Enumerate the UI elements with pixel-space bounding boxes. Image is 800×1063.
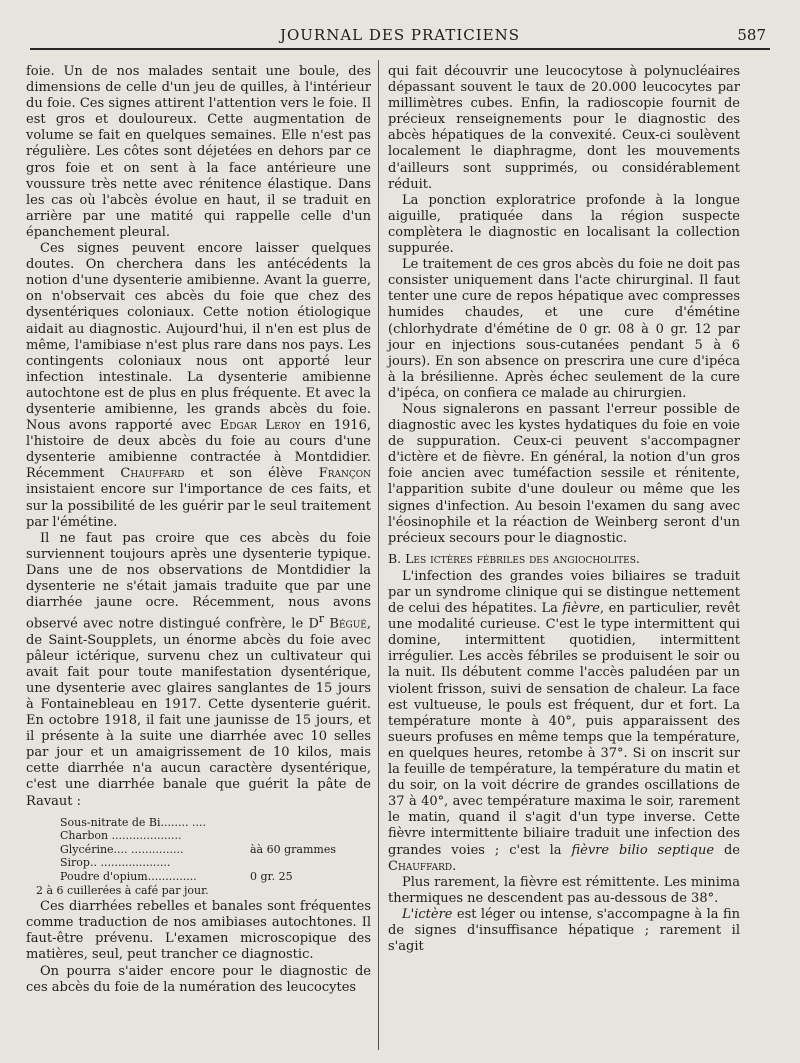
journal-title: JOURNAL DES PRATICIENS bbox=[279, 26, 521, 44]
paragraph: Plus rarement, la fièvre est rémittente. Les minima thermiques ne descendent pas au-dessous de 38°. bbox=[388, 874, 740, 906]
author-name: Edgar Leroy bbox=[219, 418, 301, 434]
left-column bbox=[26, 64, 371, 996]
prescription-row: Glycérine.... ............... àà 60 grammes bbox=[60, 842, 336, 856]
author-name: Bégué bbox=[329, 616, 367, 632]
paragraph: foie. Un de nos malades sentait une boule, des dimensions de celle d'un jeu de quilles, à l'intérieur du foie. Ces signes attirent l'attention vers le foie. Il est gros et douloureux. Cette augmentation de volume se fait en quelques semaines. Elle n'est pas régulière. Les côtes sont déjetées en dehors par ce gros foie et on sent à la face antérieure une voussure très nette avec rénitence élastique. Dans les cas où l'abcès évolue en haut, il se traduit en arrière par une matité qui rappelle celle d'un épanchement pleural. bbox=[26, 64, 371, 240]
paragraph: On pourra s'aider encore pour le diagnostic de ces abcès du foie de la numération des leucocytes bbox=[26, 963, 371, 995]
paragraph: Ces signes peuvent encore laisser quelques doutes. On cherchera dans les antécédents la notion d'une dysenterie amibienne. Avant la guerre, on n'observait ces abcès du foie que chez des dysentériques coloniaux. Cette notion étiologique aidait au diagnostic. Aujourd'hui, il n'en est plus de même, l'amibiase n'est plus rare dans nos pays. Les contingents coloniaux nous ont apporté leur infection intestinale. La dysenterie amibienne autochtone est de plus en plus fréquente. Et avec la dysenterie amibienne, les grands abcès du foie. Nous avons rapporté avec Edgar Leroy en 1916, l'histoire de deux abcès du foie au cours d'une dysenterie amibienne contractée à Montdidier. Récemment Chauffard et son élève Françon insistaient encore sur l'importance de ces faits, et sur la possibilité de les guérir par le seul traitement par l'émétine. bbox=[26, 241, 371, 530]
column-divider bbox=[378, 60, 379, 1050]
header-rule bbox=[30, 48, 770, 50]
paragraph: qui fait découvrir une leucocytose à polynucléaires dépassant souvent le taux de 20.000 leucocytes par millimètres cubes. Enfin, la radioscopie fournit de précieux renseignements pour le diagnostic des abcès hépatiques de la convexité. Ceux-ci soulèvent localement le diaphragme, dont les mouvements d'ailleurs sont supprimés, ou considérablement réduit. bbox=[388, 64, 740, 192]
right-column bbox=[388, 64, 740, 955]
prescription-row: Poudre d'opium.............. 0 gr. 25 bbox=[60, 870, 293, 884]
section-heading: B. Les ictères fébriles des angiocholites. bbox=[388, 550, 640, 566]
prescription-row: Sirop.. .................... bbox=[60, 856, 171, 870]
paragraph: L'infection des grandes voies biliaires se traduit par un syndrome clinique qui se distingue nettement de celui des hépatites. La fièvre, en particulier, revêt une modalité curieuse. C'est le type intermittent qui domine, intermittent quotidien, intermittent irrégulier. Les accès fébriles se produisent le soir ou la nuit. Ils débutent comme l'accès paludéen par un violent frisson, suivi de sensation de chaleur. La face est vultueuse, le pouls est fréquent, dur et fort. La température monte à 40°, puis apparaissent des sueurs profuses en même temps que la température, en quelques heures, retombe à 37°. Si on inscrit sur la feuille de température, la température du matin et du soir, on la voit décrire de grandes oscillations de 37 à 40°, avec température maxima le soir, rarement le matin, quand il s'agit d'un type inverse. Cette fièvre intermittente biliaire traduit une infection des grandes voies ; c'est la fièvre bilio septique de Chauffard. bbox=[388, 568, 740, 874]
page-number: 587 bbox=[737, 26, 766, 44]
paragraph: Nous signalerons en passant l'erreur possible de diagnostic avec les kystes hydatiques du foie en voie de suppuration. Ceux-ci peuvent s'accompagner d'ictère et de fièvre. En général, la notion d'un gros foie ancien avec tuméfaction sessile et rénitente, l'apparition subite d'une douleur ou même que les signes d'infection. Au besoin l'examen du sang avec l'éosinophile et la réaction de Weinberg seront d'un précieux secours pour le diagnostic. bbox=[388, 401, 740, 546]
author-name: Françon bbox=[318, 466, 371, 482]
paragraph: Il ne faut pas croire que ces abcès du foie surviennent toujours après une dysenterie typique. Dans une de nos observations de Montdidier la dysenterie ne s'était jamais traduite que par une diarrhée jaune ocre. Récemment, nous avons observé avec notre distingué confrère, le $D^r$ Bégué, de Saint-Soupplets, un énorme abcès du foie avec pâleur ictérique, survenu chez un cultivateur qui avait fait pour toute manifestation dysentérique, une dysenterie avec glaires sanglantes de 15 jours à Fontainebleau en 1917. Cette dysenterie guérit. En octobre 1918, il fait une jaunisse de 15 jours, et il présente à la suite une diarrhée avec 10 selles par jour et un amaigrissement de 10 kilos, mais cette diarrhée n'a aucun caractère dysentérique, c'est une diarrhée banale que guérit la pâte de Ravaut : bbox=[26, 530, 372, 809]
paragraph: La ponction exploratrice profonde à la longue aiguille, pratiquée dans la région suspecte complètera le diagnostic en localisant la collection suppurée. bbox=[388, 192, 740, 257]
prescription-row: Sous-nitrate de Bi........ .... bbox=[60, 815, 206, 829]
paragraph: Le traitement de ces gros abcès du foie ne doit pas consister uniquement dans l'acte chirurginal. Il faut tenter une cure de repos hépatique avec compresses humides chaudes, et une cure d'émétine (chlorhydrate d'émétine de 0 gr. 08 à 0 gr. 12 par jour en injections sous-cutanées pendant 5 à 6 jours). En son absence on prescrira une cure d'ipéca à la brésilienne. Après échec seulement de la cure d'ipéca, on confiera ce malade au chirurgien. bbox=[388, 257, 740, 401]
paragraph: Ces diarrhées rebelles et banales sont fréquentes comme traduction de nos amibiases autochtones. Il faut-être prévenu. L'examen microscopique des matières, seul, peut trancher ce diagnostic. bbox=[26, 899, 371, 963]
page-header bbox=[30, 22, 770, 48]
paragraph: L'ictère est léger ou intense, s'accompagne à la fin de signes d'insuffisance hépatique ; rarement il s'agit bbox=[388, 906, 740, 955]
author-name: Chauffard bbox=[388, 858, 453, 874]
prescription-note: 2 à 6 cuillerées à café par jour. bbox=[36, 883, 209, 897]
author-name: Chauffard bbox=[120, 466, 185, 482]
prescription-row: Charbon .................... bbox=[60, 829, 182, 843]
prescription bbox=[36, 815, 371, 898]
